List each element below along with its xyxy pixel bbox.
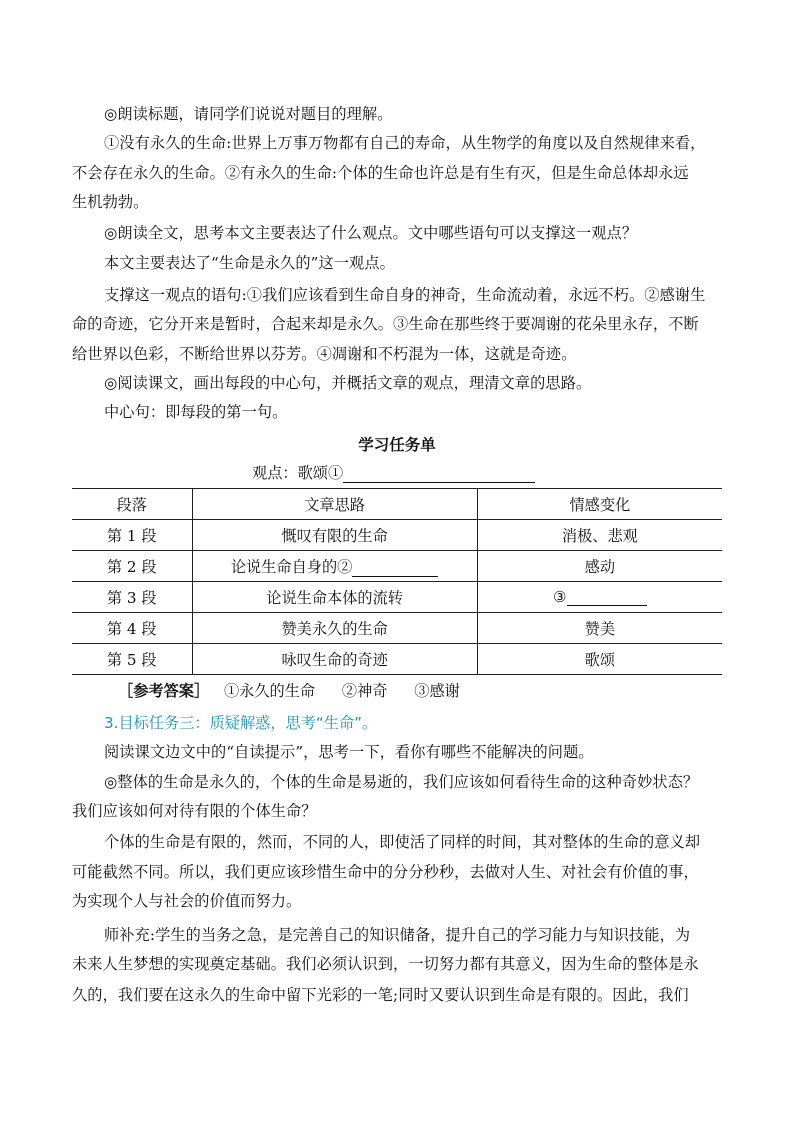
table-cell: 第 1 段 bbox=[72, 520, 192, 551]
table-header-cell: 文章思路 bbox=[192, 489, 477, 520]
paragraph-line: 未来人生梦想的实现奠定基础。我们必须认识到，一切努力都有其意义，因为生命的整体是永 bbox=[72, 955, 699, 973]
paragraph-line: 支撑这一观点的语句:①我们应该看到生命自身的神奇，生命流动着，永远不朽。②感谢生 bbox=[104, 286, 706, 304]
paragraph-line: 生机勃勃。 bbox=[72, 193, 149, 211]
worksheet-title: 学习任务单 bbox=[358, 436, 436, 454]
table-cell: 慨叹有限的生命 bbox=[192, 520, 477, 551]
table-cell: 论说生命本体的流转 bbox=[192, 582, 477, 613]
paragraph-question: ◎整体的生命是永久的，个体的生命是易逝的，我们应该如何看待生命的这种奇妙状态？ bbox=[104, 773, 699, 791]
paragraph-line: 中心句：即每段的第一句。 bbox=[104, 403, 288, 421]
viewpoint-line bbox=[252, 463, 535, 483]
table-cell bbox=[192, 551, 477, 582]
table-cell-text: 论说生命自身的② bbox=[230, 557, 353, 576]
paragraph-line: 可能截然不同。所以，我们更应该珍惜生命中的分分秒秒，去做对人生、对社会有价值的事， bbox=[72, 863, 699, 881]
table-cell bbox=[477, 582, 722, 613]
paragraph-line: 个体的生命是有限的，然而，不同的人，即使活了同样的时间，其对整体的生命的意义却 bbox=[104, 833, 701, 851]
answer-item: ①永久的生命 bbox=[223, 682, 316, 700]
table-cell: 赞美 bbox=[477, 613, 722, 644]
answer-item: ②神奇 bbox=[341, 682, 388, 700]
paragraph-line: 命的奇迹，它分开来是暂时，合起来却是永久。③生命在那些终于要凋谢的花朵里永存，不断 bbox=[72, 315, 699, 333]
task-three-heading: 3.目标任务三：质疑解惑，思考“生命”。 bbox=[104, 714, 378, 732]
paragraph-line: 为实现个人与社会的价值而努力。 bbox=[72, 892, 302, 910]
viewpoint-blank[interactable] bbox=[343, 466, 535, 483]
paragraph-line: ①没有永久的生命:世界上万事万物都有自己的寿命，从生物学的角度以及自然规律来看， bbox=[104, 134, 706, 152]
table-cell: 第 2 段 bbox=[72, 551, 192, 582]
table-cell: 第 3 段 bbox=[72, 582, 192, 613]
table-row bbox=[72, 644, 722, 675]
table-header-row bbox=[72, 489, 722, 520]
table-row bbox=[72, 582, 722, 613]
answer-blank-3[interactable] bbox=[567, 589, 647, 606]
paragraph-line: 不会存在永久的生命。②有永久的生命:个体的生命也许总是有生有灭，但是生命总体却永远 bbox=[72, 164, 689, 182]
paragraph-line: 师补充:学生的当务之急，是完善自己的知识储备，提升自己的学习能力与知识技能，为 bbox=[104, 926, 691, 944]
paragraph-line: 本文主要表达了“生命是永久的”这一观点。 bbox=[104, 254, 395, 272]
table-row bbox=[72, 613, 722, 644]
table-row bbox=[72, 551, 722, 582]
table-cell: 第 5 段 bbox=[72, 644, 192, 675]
paragraph-line: 我们应该如何对待有限的个体生命？ bbox=[72, 802, 317, 820]
paragraph-line: 阅读课文边文中的“自读提示”，思考一下，看你有哪些不能解决的问题。 bbox=[104, 743, 594, 761]
table-cell-text: ③ bbox=[553, 588, 567, 606]
table-cell: 歌颂 bbox=[477, 644, 722, 675]
answer-item: ③感谢 bbox=[414, 682, 460, 700]
table-cell: 第 4 段 bbox=[72, 613, 192, 644]
reference-answer-label: ［参考答案］ bbox=[118, 682, 210, 700]
paragraph-full-text-question: ◎朗读全文，思考本文主要表达了什么观点。文中哪些语句可以支撑这一观点？ bbox=[104, 224, 638, 242]
paragraph-line: 久的，我们要在这永久的生命中留下光彩的一笔;同时又要认识到生命是有限的。因此，我们 bbox=[72, 986, 689, 1004]
table-cell: 咏叹生命的奇迹 bbox=[192, 644, 477, 675]
answer-blank-2[interactable] bbox=[352, 560, 438, 577]
table-header-cell: 情感变化 bbox=[477, 489, 722, 520]
table-header-cell: 段落 bbox=[72, 489, 192, 520]
table-cell: 感动 bbox=[477, 551, 722, 582]
paragraph-title-question: ◎朗读标题，请同学们说说对题目的理解。 bbox=[104, 105, 393, 123]
table-cell: 消极、悲观 bbox=[477, 520, 722, 551]
paragraph-line: ◎阅读课文，画出每段的中心句，并概括文章的观点，理清文章的思路。 bbox=[104, 374, 592, 392]
worksheet-table bbox=[72, 488, 722, 675]
reference-answer bbox=[118, 681, 482, 701]
table-cell: 赞美永久的生命 bbox=[192, 613, 477, 644]
table-row bbox=[72, 520, 722, 551]
viewpoint-label: 观点：歌颂① bbox=[252, 464, 344, 482]
paragraph-line: 给世界以色彩，不断给世界以芬芳。④凋谢和不朽混为一体，这就是奇迹。 bbox=[72, 345, 577, 363]
